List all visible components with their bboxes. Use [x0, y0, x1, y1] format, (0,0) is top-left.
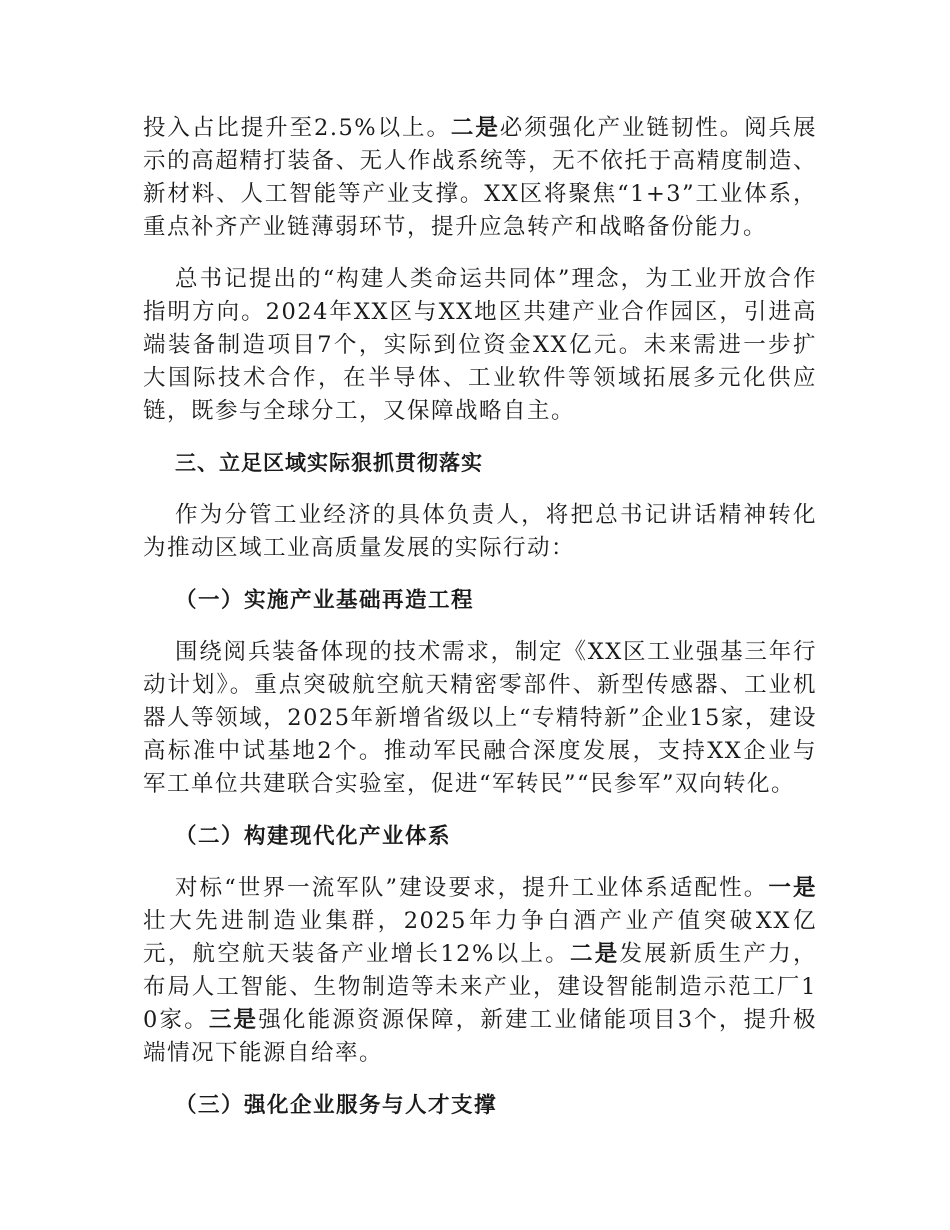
bold-lead-three: 三是 [208, 1007, 259, 1033]
paragraph-industry-chain [143, 112, 817, 244]
paragraph-industrial-base: 围绕阅兵装备体现的技术需求，制定《XX区工业强基三年行动计划》。重点突破航空航天精密零部件、新型传感器、工业机器人等领域，2025年新增省级以上“专精特新”企业15家，建设高标准中试基地2个。推动军民融合深度发展，支持XX企业与军工单位共建联合实验室，促进“军转民”“民参军”双向转化。 [143, 639, 817, 797]
paragraph-open-cooperation: 总书记提出的“构建人类命运共同体”理念，为工业开放合作指明方向。2024年XX区与XX地区共建产业合作园区，引进高端装备制造项目7个，实际到位资金XX亿元。未来需进一步扩大国际技术合作，在半导体、工业软件等领域拓展多元化供应链，既参与全球分工，又保障战略自主。 [143, 266, 817, 424]
bold-lead-two: 二是 [569, 941, 620, 967]
paragraph-modern-industry [143, 872, 817, 1070]
paragraph-text: 强化能源资源保障，新建工业储能项目3个，提升极端情况下能源自给率。 [143, 1007, 817, 1066]
subheading-three: （三）强化企业服务与人才支撑 [175, 1093, 498, 1118]
subheading-two: （二）构建现代化产业体系 [175, 824, 452, 849]
paragraph-text: 发展新质生产力，布局人工智能、生物制造等未来产业，建设智能制造示范工厂10家。 [143, 941, 817, 1033]
bold-lead-one: 一是 [768, 875, 817, 901]
paragraph-text: 投入占比提升至2.5%以上。 [143, 115, 451, 141]
paragraph-action-intro: 作为分管工业经济的具体负责人，将把总书记讲话精神转化为推动区域工业高质量发展的实际行动： [143, 502, 817, 561]
paragraph-text: 对标“世界一流军队”建设要求，提升工业体系适配性。 [175, 875, 769, 901]
bold-lead-two: 二是 [450, 115, 500, 141]
paragraph-text: 壮大先进制造业集群，2025年力争白酒产业产值突破XX亿元，航空航天装备产业增长12%以上。 [143, 908, 817, 967]
document-body [143, 112, 817, 1141]
paragraph-text: 必须强化产业链韧性。阅兵展示的高超精打装备、无人作战系统等，无不依托于高精度制造、新材料、人工智能等产业支撑。XX区将聚焦“1+3”工业体系，重点补齐产业链薄弱环节，提升应急转产和战略备份能力。 [143, 115, 817, 240]
subheading-one: （一）实施产业基础再造工程 [175, 588, 475, 613]
section-heading-three: 三、立足区域实际狠抓贯彻落实 [175, 451, 483, 475]
